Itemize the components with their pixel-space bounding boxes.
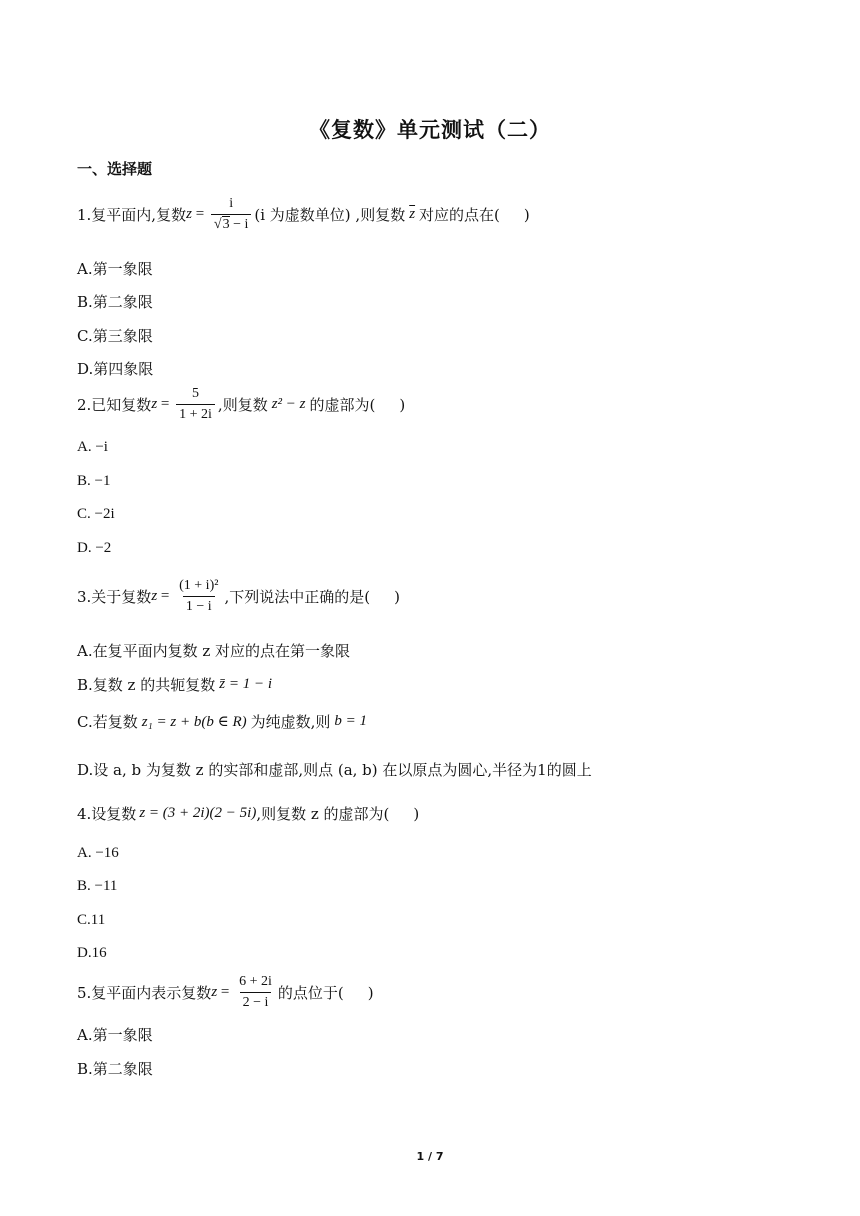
q5-text-b: 的点位于( bbox=[277, 984, 344, 1002]
q2-expression: z² − z bbox=[271, 396, 306, 412]
q1-var-z: z bbox=[186, 206, 192, 222]
q1-text-d: ) bbox=[523, 205, 530, 224]
question-5 bbox=[77, 974, 374, 1011]
q4-option-c: C.11 bbox=[77, 912, 106, 928]
q2-var-z: z bbox=[151, 396, 158, 412]
q3-option-b bbox=[77, 674, 272, 695]
q2-text-b: ,则复数 bbox=[217, 396, 268, 414]
q4-math: z = (3 + 2i)(2 − 5i) bbox=[139, 805, 257, 821]
q5-option-a: A.第一象限 bbox=[77, 1026, 153, 1044]
q3-option-c-end: b = 1 bbox=[334, 713, 368, 729]
q2-eq: = bbox=[157, 396, 174, 412]
q1-eq: = bbox=[191, 206, 208, 222]
q3-text-d: ) bbox=[394, 587, 400, 606]
q3-option-c-math: z₁ = z + b(b ∈ R) bbox=[141, 714, 247, 730]
q3-option-c-text-2: 为纯虚数,则 bbox=[250, 713, 331, 731]
q4-option-b: B. −11 bbox=[77, 878, 118, 894]
page-number: 1 / 7 bbox=[416, 1150, 444, 1163]
question-4 bbox=[77, 803, 419, 824]
q3-numerator: (1 + i)² bbox=[179, 578, 219, 593]
q1-text-c: 对应的点在( bbox=[419, 206, 500, 224]
q5-option-b: B.第二象限 bbox=[77, 1060, 153, 1078]
q5-var-z: z bbox=[211, 984, 218, 1000]
q3-option-d: D.设 a, b 为复数 z 的实部和虚部,则点 (a, b) 在以原点为圆心,半径为1的圆上 bbox=[77, 761, 592, 779]
q3-fraction bbox=[176, 578, 221, 615]
q3-text-a: 3.关于复数 bbox=[77, 588, 152, 606]
q3-option-b-text: B.复数 z 的共轭复数 bbox=[77, 676, 216, 694]
q2-option-b: B. −1 bbox=[77, 473, 111, 489]
q3-option-a: A.在复平面内复数 z 对应的点在第一象限 bbox=[77, 642, 351, 660]
q3-option-c-text: C.若复数 bbox=[77, 713, 138, 731]
q1-denominator: √3 − i bbox=[211, 214, 251, 233]
q1-option-c: C.第三象限 bbox=[77, 327, 153, 345]
q2-option-a: A. −i bbox=[77, 439, 108, 455]
q5-eq: = bbox=[217, 984, 234, 1000]
q3-option-c bbox=[77, 711, 367, 732]
q4-text-a: 4.设复数 bbox=[77, 805, 137, 823]
q1-numerator: i bbox=[229, 196, 234, 211]
q1-fraction bbox=[211, 196, 251, 233]
question-1 bbox=[77, 196, 530, 233]
q2-fraction bbox=[176, 386, 215, 423]
q3-option-b-math: z̄ = 1 − i bbox=[219, 676, 272, 692]
q2-text-c: 的虚部为( bbox=[309, 396, 376, 414]
q1-text-a: 1.复平面内,复数 bbox=[77, 206, 187, 224]
q5-fraction bbox=[236, 974, 275, 1011]
document-title: 《复数》单元测试（二） bbox=[309, 118, 551, 142]
q1-option-d: D.第四象限 bbox=[77, 360, 154, 378]
q5-numerator: 6 + 2i bbox=[239, 974, 272, 989]
section-heading: 一、选择题 bbox=[77, 160, 153, 178]
q1-option-b: B.第二象限 bbox=[77, 293, 153, 311]
q4-text-d: ) bbox=[413, 804, 420, 823]
q3-denominator: 1 − i bbox=[183, 596, 215, 615]
q2-numerator: 5 bbox=[192, 386, 200, 401]
question-2 bbox=[77, 386, 405, 423]
q2-text-a: 2.已知复数 bbox=[77, 396, 152, 414]
q4-text-b: ,则复数 z 的虚部为( bbox=[256, 805, 390, 823]
q5-text-a: 5.复平面内表示复数 bbox=[77, 984, 212, 1002]
question-3 bbox=[77, 578, 400, 615]
q3-eq: = bbox=[157, 588, 174, 604]
q1-var-zbar: $\overline{z}$ bbox=[409, 206, 416, 222]
q3-var-z: z bbox=[151, 588, 158, 604]
q2-text-d: ) bbox=[399, 395, 406, 414]
q2-option-c: C. −2i bbox=[77, 506, 115, 522]
q2-denominator: 1 + 2i bbox=[176, 404, 215, 423]
q1-text-b: (i 为虚数单位) ,则复数 bbox=[254, 206, 406, 224]
q5-denominator: 2 − i bbox=[240, 992, 272, 1011]
q1-option-a: A.第一象限 bbox=[77, 260, 153, 278]
q4-option-a: A. −16 bbox=[77, 845, 119, 861]
q4-option-d: D.16 bbox=[77, 945, 107, 961]
q5-text-d: ) bbox=[367, 983, 374, 1002]
q2-option-d: D. −2 bbox=[77, 540, 112, 556]
q3-text-b: ,下列说法中正确的是( bbox=[224, 588, 371, 606]
